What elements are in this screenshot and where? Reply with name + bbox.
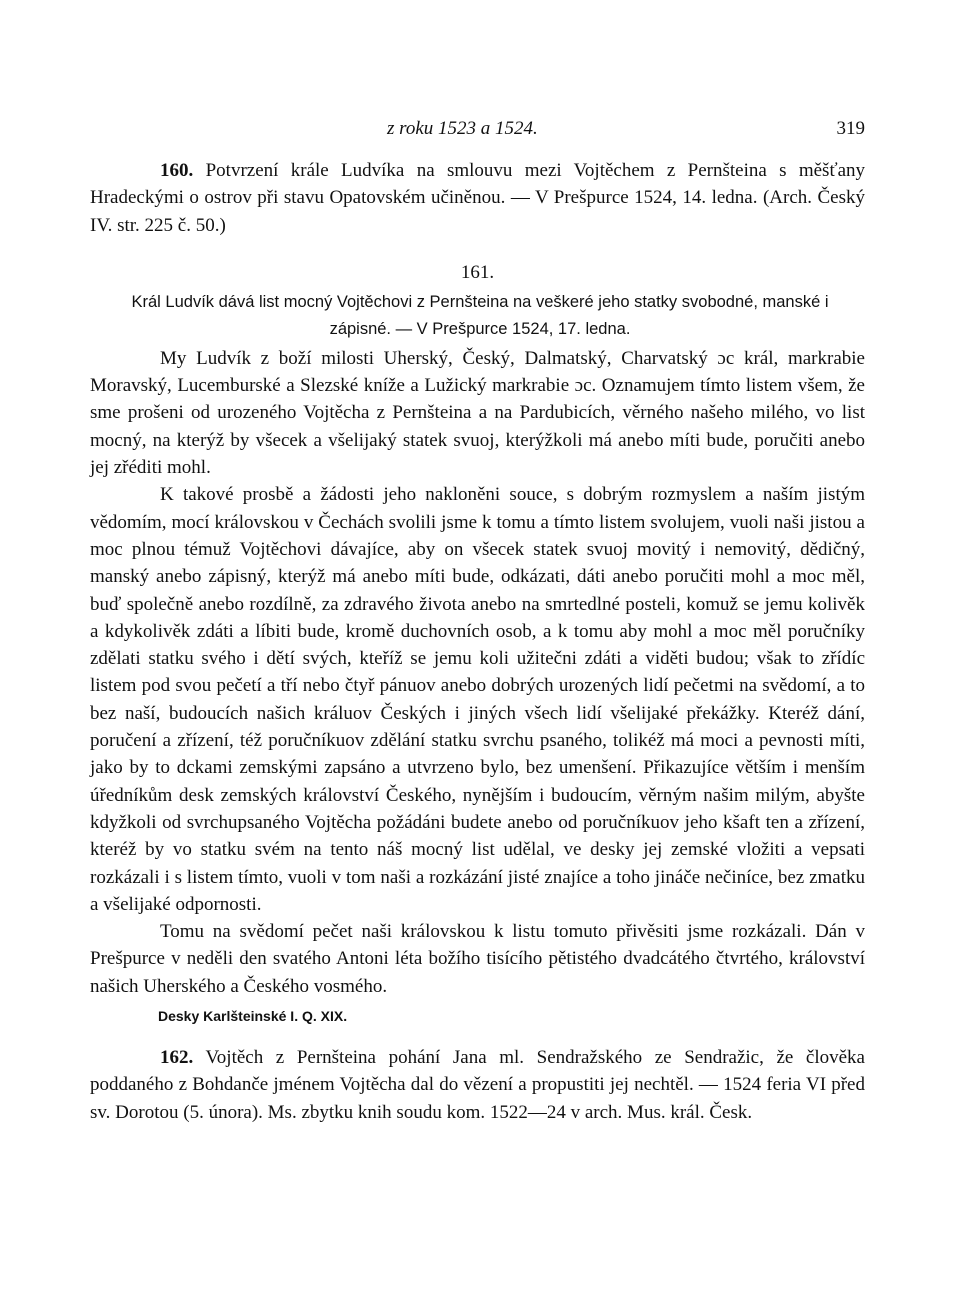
page [90, 118, 865, 1126]
entry-160 [90, 157, 865, 239]
entry-160-number: 160. [160, 160, 194, 181]
page-number: 319 [836, 118, 865, 139]
running-head [90, 118, 865, 144]
document-161-source: Desky Karlšteinské I. Q. XIX. [158, 1008, 348, 1025]
document-161-number: 161. [460, 261, 495, 283]
entry-162 [90, 1044, 865, 1126]
document-161-heading: Král Ludvík dává list mocný Vojtěchovi z Pernšteina na veškeré jeho statky svobodné, manské i zápisné. — V Prešpurce 1524, 17. ledna. [131, 292, 829, 338]
document-161-paragraph-2: K takové prosbě a žádosti jeho nakloněni souce, s dobrým rozmyslem a naším jistým vědomím, mocí královskou v Čechách svolili jsme k tomu a tímto listem svolujem, vuoli naši jistou a moc plnou témuž Vojtěchovi dávajíce, aby on všecek statek svuoj movitý i nemovitý, dědičný, manský anebo zápisný, kterýž má anebo míti bude, odkázati, dáti anebo poručiti mohl a moc měl, buď společně anebo rozdílně, za zdravého života anebo na smrtedlné posteli, komuž se jemu kolivěk a kdykolivěk zdáti a líbiti bude, kromě duchovních osob, a k tomu aby mohl a moc měl poručníky zdělati statku svého i dětí svých, kteříž se jemu koli užitečni zdáti a viděti budou; však to zřídíc listem pod svou pečetí a tří nebo čtyř pánuov anebo dobrých urozených lidí pečetmi na svědomí, a to bez naší, budoucích našich králuov Českých i jiných všech lidí všelijaké překážky. Kteréž dání, poručení a zřízení, též poručníkuov zdělání statku svrchu psaného, tolikéž má moci a pevnosti míti, jako by to dckami zemskými zapsáno a utvrzeno bylo, bez umenšení. Přikazujíce větším i menším úředníkům desk zemských království Českého, nynějším i budoucím, věrným našim milým, abyšte kdyžkoli od svrchupsaného Vojtěcha požádáni budete anebo od poručníkuov jeho kšaft ten a zřízení, kteréž by vo statku svém na tento náš mocný list udělal, ve desky jej zemské vložiti a vepsati rozkázali i s listem tímto, vuoli v tom naši a rozkázání jisté znajíce a toho jináče nečiníce, bez zmatku a všelijaké odpornosti. [90, 484, 865, 915]
entry-162-number: 162. [160, 1047, 194, 1069]
document-161-paragraph-1: My Ludvík z boží milosti Uherský, Český, Dalmatský, Charvatský ɔc král, markrabie Moravský, Lucemburské a Slezské kníže a Lužický markrabie ɔc. Oznamujem tímto listem všem, že sme prošeni od urozeného Vojtěcha z Pernšteina a na Pardubicích, věrného našeho milého, vo list mocný, na kterýž by všecek a všelijaký statek svuoj, kterýžkoli má anebo míti bude, poručiti anebo jej zřéditi mohl. [90, 347, 865, 479]
entry-162-text: Vojtěch z Pernšteina pohání Jana ml. Sendražského ze Sendražic, že člověka poddaného z Bohdanče jménem Vojtěcha dal do vězení a propustiti jej nechtěl. — 1524 feria VI před sv. Dorotou (5. února). Ms. zbytku knih soudu kom. 1522—24 v arch. Mus. král. Česk. [90, 1047, 865, 1123]
document-161-paragraph-3: Tomu na svědomí pečet naši královskou k listu tomuto přivěsiti jsme rozkázali. Dán v Prešpurce v neděli den svatého Antoni léta božího tisícího pětistého dvadcátého čtvrtého, království našich Uherského a Českého vosmého. [90, 921, 865, 997]
entry-160-text: Potvrzení krále Ludvíka na smlouvu mezi Vojtěchem z Pernšteina s měšťany Hradeckými o ostrov při stavu Opatovském učiněnou. — V Prešpurce 1524, 14. ledna. (Arch. Český IV. str. 225 č. 50.) [90, 160, 865, 236]
running-title: z roku 1523 a 1524. [387, 118, 538, 139]
